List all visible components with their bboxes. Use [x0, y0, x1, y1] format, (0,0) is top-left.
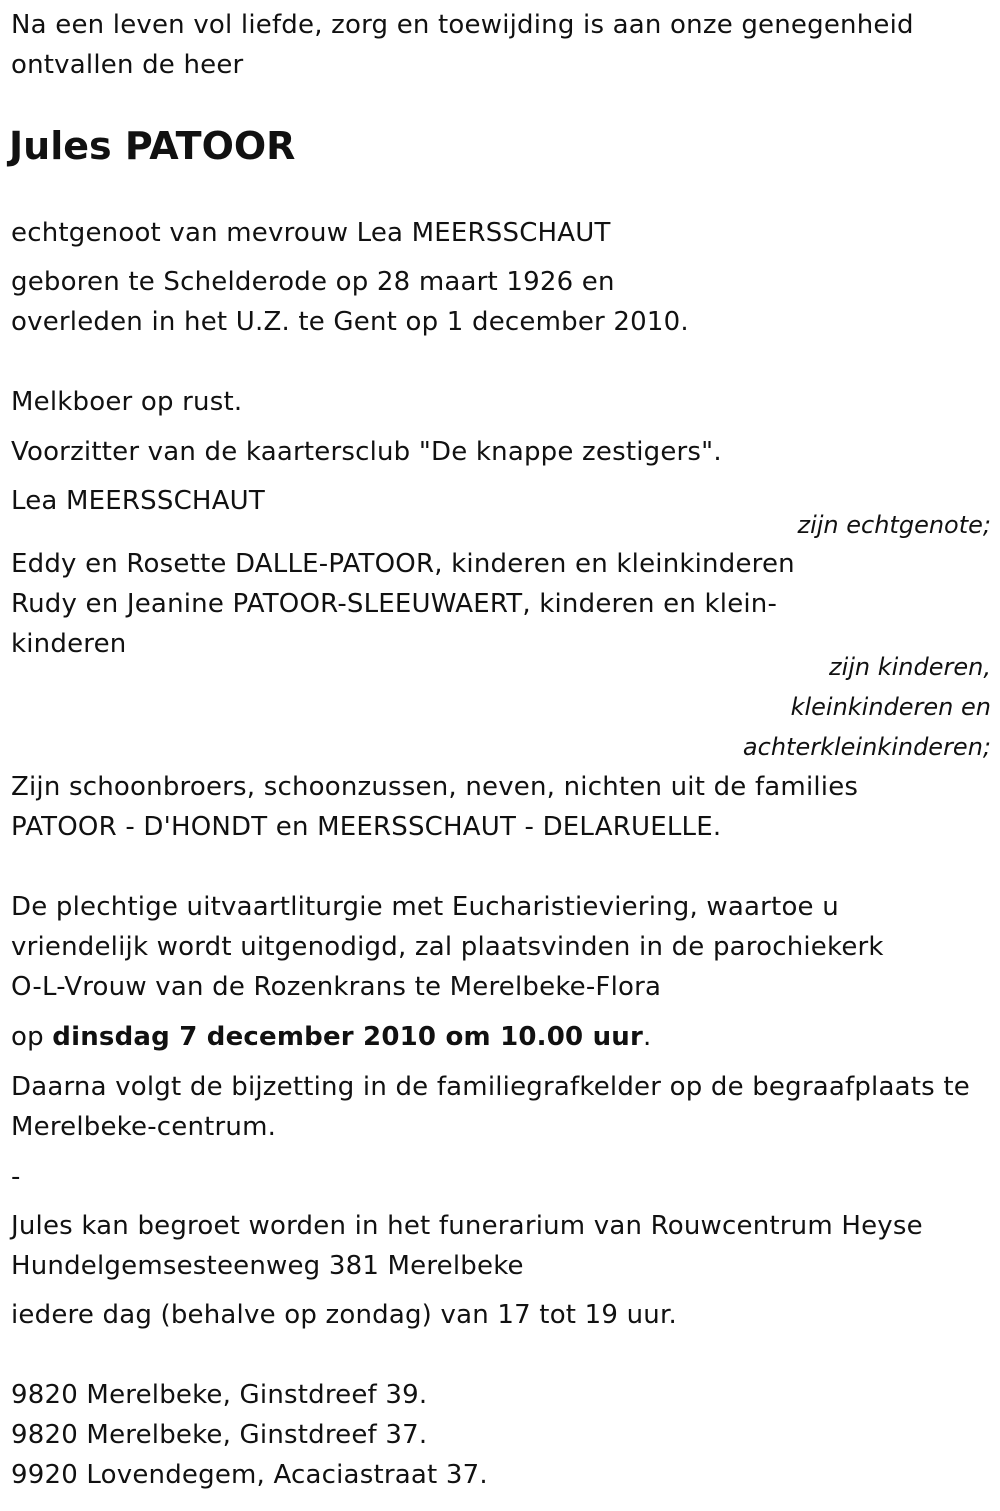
spouse-name: Lea MEERSSCHAUT: [11, 486, 265, 516]
relatives-line-2: PATOOR - D'HONDT en MEERSSCHAUT - DELARUELLE.: [11, 812, 722, 842]
service-date: [11, 1017, 651, 1057]
address-1: 9820 Merelbeke, Ginstdreef 39.: [11, 1380, 428, 1410]
service-line-3: O-L-Vrouw van de Rozenkrans te Merelbeke-Flora: [11, 972, 662, 1002]
children-line-1: Eddy en Rosette DALLE-PATOOR, kinderen en kleinkinderen: [11, 549, 795, 579]
separator: -: [11, 1162, 21, 1192]
occupation-line: Melkboer op rust.: [11, 387, 243, 417]
service-date-prefix: op: [11, 1022, 53, 1052]
address-2: 9820 Merelbeke, Ginstdreef 37.: [11, 1420, 428, 1450]
deceased-name: Jules PATOOR: [9, 124, 296, 168]
spouse-line: echtgenoot van mevrouw Lea MEERSSCHAUT: [11, 218, 611, 248]
intro-line-1: Na een leven vol liefde, zorg en toewijding is aan onze genegenheid: [11, 10, 914, 40]
service-date-suffix: .: [643, 1022, 652, 1052]
children-role-2: kleinkinderen en: [790, 693, 991, 721]
service-line-1: De plechtige uitvaartliturgie met Eucharistieviering, waartoe u: [11, 892, 839, 922]
burial-line-2: Merelbeke-centrum.: [11, 1112, 277, 1142]
service-line-2: vriendelijk wordt uitgenodigd, zal plaatsvinden in de parochiekerk: [11, 932, 884, 962]
birth-line-2: overleden in het U.Z. te Gent op 1 december 2010.: [11, 307, 689, 337]
club-line: Voorzitter van de kaartersclub "De knappe zestigers".: [11, 437, 722, 467]
burial-line-1: Daarna volgt de bijzetting in de familiegrafkelder op de begraafplaats te: [11, 1072, 970, 1102]
intro-line-2: ontvallen de heer: [11, 50, 244, 80]
address-3: 9920 Lovendegem, Acaciastraat 37.: [11, 1460, 488, 1490]
children-line-3: kinderen: [11, 629, 127, 659]
children-line-2: Rudy en Jeanine PATOOR-SLEEUWAERT, kinderen en klein-: [11, 589, 778, 619]
service-date-bold: dinsdag 7 december 2010 om 10.00 uur: [52, 1022, 644, 1052]
children-role-3: achterkleinkinderen;: [742, 733, 991, 761]
children-role-1: zijn kinderen,: [828, 653, 991, 681]
viewing-line-1: Jules kan begroet worden in het funerarium van Rouwcentrum Heyse: [11, 1211, 923, 1241]
birth-line-1: geboren te Schelderode op 28 maart 1926 en: [11, 267, 615, 297]
viewing-line-3: iedere dag (behalve op zondag) van 17 tot 19 uur.: [11, 1300, 677, 1330]
relatives-line-1: Zijn schoonbroers, schoonzussen, neven, nichten uit de families: [11, 772, 859, 802]
spouse-role: zijn echtgenote;: [797, 511, 991, 539]
viewing-line-2: Hundelgemsesteenweg 381 Merelbeke: [11, 1251, 524, 1281]
